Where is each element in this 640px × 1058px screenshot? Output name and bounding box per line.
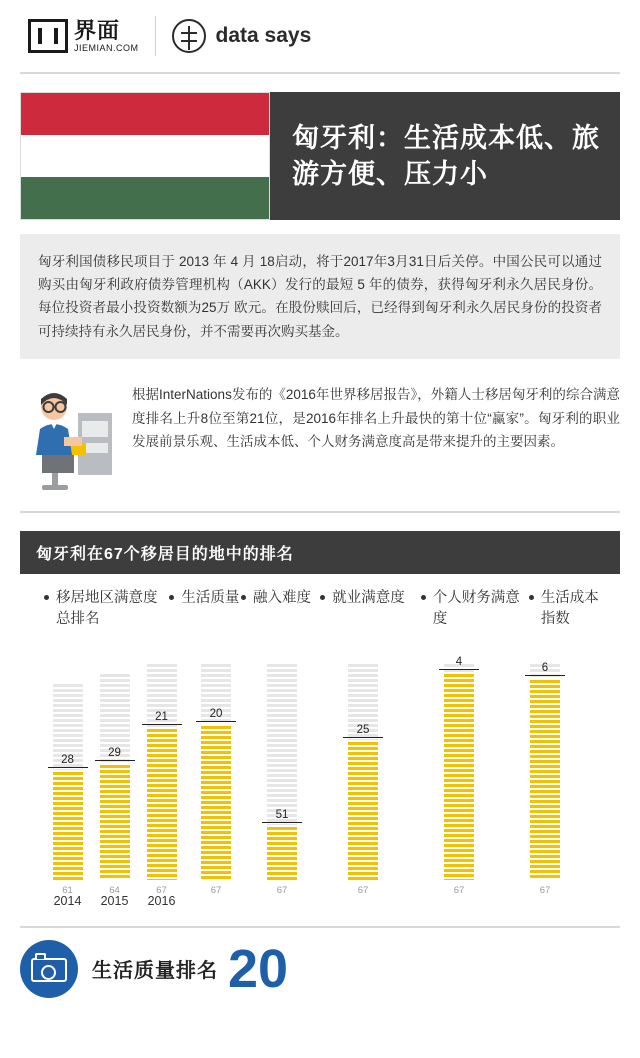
report-paragraph: 根据InterNations发布的《2016年世界移居报告》，外籍人士移居匈牙利的综合满意度排名上升8位至第21位，是2016年排名上升最快的第十位“赢家”。匈牙利的职业发展前景乐观、生活成本低、个人财务满意度高是带来提升的主要因素。 <box>132 386 620 450</box>
chart-bar-track <box>100 672 130 896</box>
bottom-rule <box>20 926 620 928</box>
chart-category-label: 移居地区满意度总排名 <box>44 588 169 630</box>
chart-bar-total: 67 <box>210 884 222 896</box>
header-divider <box>155 16 156 56</box>
chart-category-label: 融入难度 <box>241 588 320 630</box>
chart-bars <box>20 630 620 896</box>
person-at-desk-icon <box>20 377 132 495</box>
chart-bar-fill <box>267 825 297 880</box>
page-header <box>0 0 640 72</box>
chart-bar-value: 25 <box>343 724 383 738</box>
brand-name-cn: 界面 <box>74 17 121 43</box>
data-says-label: data says <box>215 24 312 47</box>
hungary-flag-icon <box>20 92 270 220</box>
chart-bar-track <box>348 662 378 896</box>
page-title: 匈牙利：生活成本低、旅游方便、压力小 <box>292 122 600 189</box>
chart-category-label: 生活质量 <box>169 588 241 630</box>
chart-bar-total: 64 <box>109 884 120 896</box>
chart-bar-fill <box>348 740 378 880</box>
chart-bar-fill <box>147 727 177 880</box>
chart-bar <box>409 655 509 896</box>
chart-bar-track <box>444 655 474 896</box>
chart-bar-value: 4 <box>439 656 479 670</box>
chart-bar-track <box>267 662 297 896</box>
chart-bar-track <box>53 682 83 896</box>
year-label: 2016 <box>147 893 176 908</box>
year-label: 2014 <box>53 893 82 908</box>
chart-bar-track <box>147 662 177 896</box>
chart-bar <box>185 662 247 896</box>
year-label: 2015 <box>100 893 129 908</box>
chart-bar <box>247 662 317 896</box>
chart-bar-value: 20 <box>196 708 236 722</box>
footer-label: 生活质量排名 <box>92 960 218 983</box>
header-rule <box>20 72 620 74</box>
chart-bar <box>509 661 581 896</box>
chart-bar-value: 28 <box>48 754 88 768</box>
chart-bar-fill <box>53 770 83 880</box>
chart-bar <box>138 662 185 896</box>
footer <box>20 938 620 1000</box>
camera-icon <box>20 940 78 998</box>
brand-name-en: JIEMIAN.COM <box>74 42 139 53</box>
chart-category-label: 个人财务满意度 <box>421 588 529 630</box>
intro-paragraph: 匈牙利国债移民项目于 2013 年 4 月 18启动，将于2017年3月31日后关停。中国公民可以通过购买由匈牙利政府债券管理机构（AKK）发行的最短 5 年的债券，获得匈牙利永久居民身份。每位投资者最小投资数额为25万 欧元。在股份赎回后，已经得到匈牙利永久居民身份的投资者可持续持有永久居民身份，并不需要再次购买基金。 <box>20 234 620 359</box>
chart-year-axis <box>44 894 185 908</box>
report-block <box>20 373 620 495</box>
chart-bar-track <box>530 661 560 896</box>
title-bar <box>270 92 620 220</box>
chart-bar-fill <box>444 672 474 880</box>
chart-bar <box>44 682 91 896</box>
chart-bar-fill <box>530 678 560 880</box>
chart-category-label: 就业满意度 <box>320 588 420 630</box>
chart-bar <box>317 662 409 896</box>
chart-bar-value: 29 <box>95 747 135 761</box>
chart-bar <box>91 672 138 896</box>
chart-bar-total: 61 <box>62 884 73 896</box>
data-says-icon <box>172 19 206 53</box>
chart-bar-track <box>201 662 231 896</box>
chart-bar-value: 51 <box>262 809 302 823</box>
chart-bar-value: 6 <box>525 662 565 676</box>
title-block <box>20 92 620 220</box>
chart-bar-total: 67 <box>357 884 369 896</box>
chart-category-labels <box>20 574 620 630</box>
brand-logo[interactable] <box>28 19 139 53</box>
chart-bar-fill <box>100 763 130 880</box>
footer-value: 20 <box>228 938 289 999</box>
chart-area <box>20 574 620 908</box>
chart-title: 匈牙利在67个移居目的地中的排名 <box>20 531 620 574</box>
chart-bar-total: 67 <box>156 884 167 896</box>
jiemian-logo-icon <box>28 19 68 53</box>
mid-rule <box>20 511 620 513</box>
chart-bar-total: 67 <box>539 884 551 896</box>
chart-category-label: 生活成本指数 <box>529 588 610 630</box>
chart-bar-total: 67 <box>276 884 288 896</box>
brand-logo-text <box>74 17 139 53</box>
chart-bar-fill <box>201 724 231 880</box>
chart-bar-total: 67 <box>453 884 465 896</box>
chart-bar-value: 21 <box>142 711 182 725</box>
